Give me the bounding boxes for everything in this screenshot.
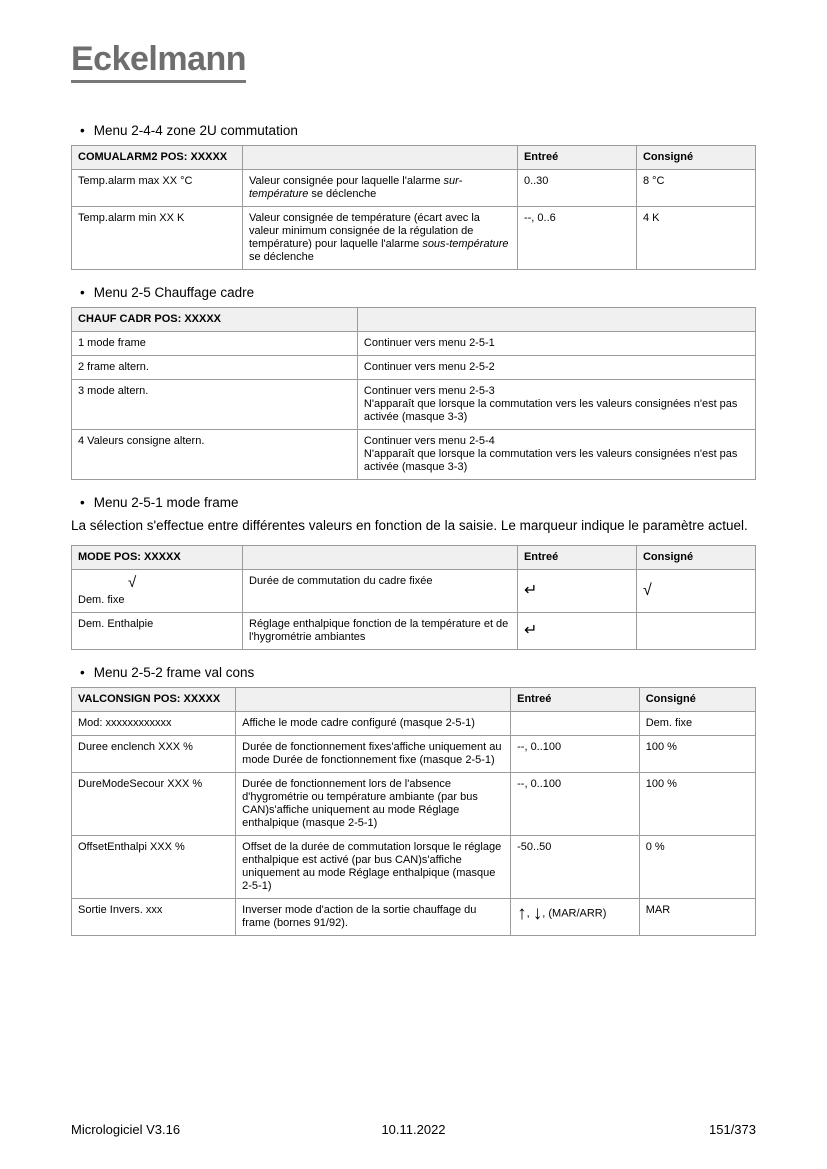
cell-desc: [357, 380, 755, 430]
table-row: [72, 207, 756, 270]
table-row: [72, 332, 756, 356]
table-comualarm2: [71, 145, 756, 270]
cell-param: [72, 569, 243, 612]
desc-text: se déclenche: [249, 251, 314, 263]
cell-param: DureModeSecour XXX %: [72, 772, 236, 835]
cell-param: Temp.alarm max XX °C: [72, 170, 243, 207]
col-header-desc: [357, 308, 755, 332]
desc-italic: sur-température: [249, 175, 463, 200]
desc-text: Durée de fonctionnement fixe: [242, 740, 386, 753]
col-header-entree: Entreé: [511, 687, 640, 711]
table-row: [72, 711, 756, 735]
cell-desc: Continuer vers menu 2-5-1: [357, 332, 755, 356]
table-valconsign: [71, 687, 756, 936]
table-row: [72, 569, 756, 612]
desc-line: Continuer vers menu 2-5-3: [363, 385, 495, 397]
cell-desc: Continuer vers menu 2-5-2: [357, 356, 755, 380]
col-header-consigne: Consigné: [636, 146, 755, 170]
cell-param: Mod: xxxxxxxxxxxx: [72, 711, 236, 735]
table-row: [72, 612, 756, 649]
cell-consigne: 0 %: [639, 835, 755, 898]
desc-line: N'apparaît que lorsque la commutation vers les valeurs consignées n'est pas activée (masque 3-3): [363, 448, 738, 473]
footer-date: 10.11.2022: [381, 1122, 446, 1137]
param-label: Dem. fixe: [78, 593, 125, 606]
page-footer: [71, 1122, 756, 1137]
cell-param: 4 Valeurs consigne altern.: [72, 430, 358, 480]
cell-desc: [243, 170, 518, 207]
section-heading-label: Menu 2-5-1 mode frame: [93, 495, 239, 510]
desc-text: s'affiche uniquement au mode Réglage enthalpique (masque 2-5-1): [242, 803, 460, 829]
entree-text: ,: [526, 907, 533, 920]
section-heading-label: Menu 2-5-2 frame val cons: [93, 664, 255, 680]
cell-param: OffsetEnthalpi XXX %: [72, 835, 236, 898]
table-header-row: [72, 308, 756, 332]
cell-desc: [236, 835, 511, 898]
cell-desc: [357, 430, 755, 480]
cell-entree: [517, 569, 636, 612]
cell-param: Dem. Enthalpie: [72, 612, 243, 649]
desc-text: s'affiche uniquement au mode Durée de fonctionnement fixe (masque 2-5-1): [242, 740, 502, 766]
cell-desc: [236, 772, 511, 835]
col-header-pos: CHAUF CADR POS: XXXXX: [72, 308, 358, 332]
cell-entree: --, 0..6: [517, 207, 636, 270]
desc-line: N'apparaît que lorsque la commutation vers les valeurs consignées n'est pas activée (masque 3-3): [363, 398, 738, 423]
col-header-pos: VALCONSIGN POS: XXXXX: [72, 687, 236, 711]
cell-entree: [517, 612, 636, 649]
bullet-dot: •: [80, 664, 85, 680]
enter-key-icon: ↵: [523, 621, 538, 639]
cell-consigne: 100 %: [639, 735, 755, 772]
col-header-consigne: Consigné: [636, 545, 755, 569]
enter-key-icon: ↵: [523, 581, 538, 599]
col-header-desc: [243, 545, 518, 569]
cell-entree: [511, 711, 640, 735]
col-header-desc: [243, 146, 518, 170]
table-row: [72, 835, 756, 898]
desc-text: Valeur consignée pour laquelle l'alarme: [249, 175, 444, 187]
cell-consigne: Dem. fixe: [639, 711, 755, 735]
table-header-row: [72, 545, 756, 569]
bullet-dot: •: [80, 123, 85, 138]
entree-text: , (MAR/ARR): [542, 907, 607, 920]
section-heading-menu-2-4-4: [80, 123, 756, 138]
table-header-row: [72, 146, 756, 170]
col-header-pos: COMUALARM2 POS: XXXXX: [72, 146, 243, 170]
logo-container: [71, 42, 756, 83]
cell-param: 1 mode frame: [72, 332, 358, 356]
footer-page-number: 151/373: [709, 1122, 756, 1137]
table-chauf-cadr: [71, 307, 756, 480]
col-header-entree: Entreé: [517, 146, 636, 170]
cell-param: Sortie Invers. xxx: [72, 898, 236, 935]
arrow-down-icon: ↓: [532, 902, 543, 924]
col-header-entree: Entreé: [517, 545, 636, 569]
table-row: [72, 356, 756, 380]
cell-consigne: MAR: [639, 898, 755, 935]
table-row: [72, 772, 756, 835]
cell-consigne: 100 %: [639, 772, 755, 835]
cell-consigne: [636, 569, 755, 612]
cell-entree: 0..30: [517, 170, 636, 207]
cell-desc: Affiche le mode cadre configuré (masque 2-5-1): [236, 711, 511, 735]
cell-param: 3 mode altern.: [72, 380, 358, 430]
arrow-up-icon: ↑: [517, 902, 527, 924]
desc-text: Offset de la durée de commutation lorsque le réglage enthalpique est activé (par bus CAN): [242, 840, 502, 866]
current-marker-check-icon: √: [128, 573, 137, 591]
footer-firmware-version: Micrologiciel V3.16: [71, 1122, 181, 1137]
table-row: [72, 380, 756, 430]
desc-text: Valeur consignée de température (écart avec la valeur minimum consignée de la régulation de température) pour laquelle l'alarme: [249, 212, 480, 250]
col-header-desc: [236, 687, 511, 711]
cell-desc: Durée de commutation du cadre fixée: [243, 569, 518, 612]
cell-consigne: 8 °C: [636, 170, 755, 207]
cell-entree: -50..50: [511, 835, 640, 898]
desc-text: s'affiche uniquement au mode Réglage enthalpique (masque 2-5-1): [242, 853, 496, 892]
cell-desc: [243, 207, 518, 270]
desc-text: se déclenche: [308, 188, 377, 200]
cell-param: Temp.alarm min XX K: [72, 207, 243, 270]
cell-desc: Réglage enthalpique fonction de la température et de l'hygrométrie ambiantes: [243, 612, 518, 649]
table-row: [72, 170, 756, 207]
check-icon: √: [642, 581, 652, 599]
bullet-dot: •: [80, 285, 85, 300]
desc-italic: sous-température: [422, 238, 509, 250]
cell-param: 2 frame altern.: [72, 356, 358, 380]
cell-desc: [236, 735, 511, 772]
section-heading-menu-2-5-1: [80, 495, 756, 510]
cell-consigne: 4 K: [636, 207, 755, 270]
desc-text: Durée de fonctionnement lors de l'absence d'hygrométrie ou température ambiante (par bus CAN): [242, 777, 478, 816]
table-row: [72, 430, 756, 480]
table-row: [72, 735, 756, 772]
cell-entree: [511, 898, 640, 935]
col-header-pos: MODE POS: XXXXX: [72, 545, 243, 569]
cell-desc: Inverser mode d'action de la sortie chauffage du frame (bornes 91/92).: [236, 898, 511, 935]
bullet-dot: •: [80, 495, 85, 510]
cell-entree: --, 0..100: [511, 735, 640, 772]
col-header-consigne: Consigné: [639, 687, 755, 711]
table-header-row: [72, 687, 756, 711]
eckelmann-logo: Eckelmann: [71, 42, 246, 83]
section-heading-label: Menu 2-4-4 zone 2U commutation: [93, 123, 298, 138]
cell-param: Duree enclench XXX %: [72, 735, 236, 772]
intro-paragraph: La sélection s'effectue entre différentes valeurs en fonction de la saisie. Le marqueur indique le paramètre actuel.: [71, 518, 748, 533]
cell-consigne: [636, 612, 755, 649]
desc-line: Continuer vers menu 2-5-4: [363, 435, 495, 447]
table-row: [72, 898, 756, 935]
cell-entree: --, 0..100: [511, 772, 640, 835]
section-heading-menu-2-5: [80, 285, 756, 300]
section-heading-menu-2-5-2: [80, 665, 756, 680]
table-mode-pos: [71, 545, 756, 650]
section-heading-label: Menu 2-5 Chauffage cadre: [93, 285, 255, 300]
